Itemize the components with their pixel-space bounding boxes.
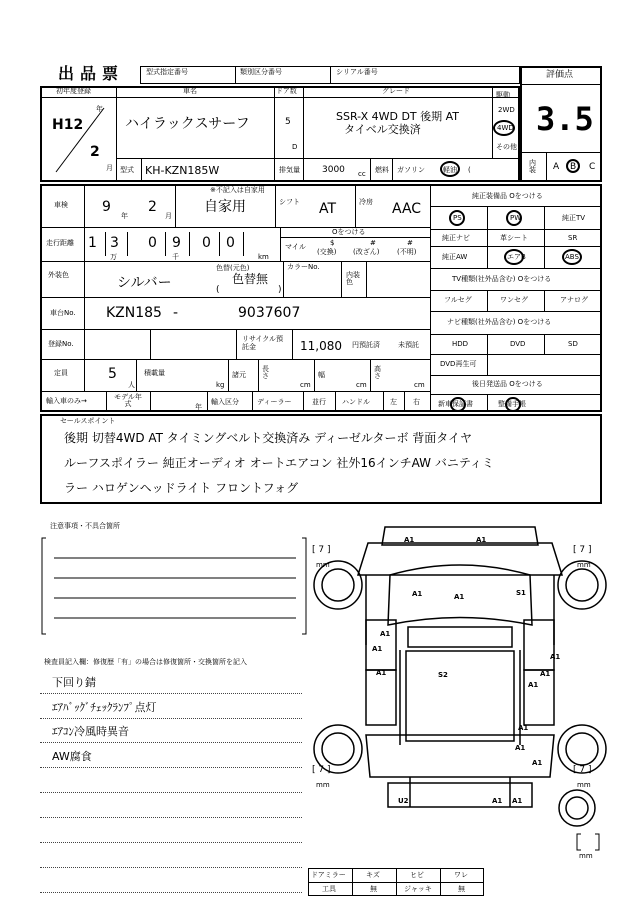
length-label: 長さ [262, 365, 269, 380]
later-label: 後日発送品 Oをつける [472, 380, 543, 388]
fuel-diesel: 軽油 [443, 166, 457, 174]
use-note: ※不記入は自家用 [210, 186, 265, 194]
tv-type-label: TV種類(社外品含む) Oをつける [452, 275, 552, 283]
mileage-sen: 千 [172, 253, 179, 261]
opt-tv: 純正TV [562, 214, 586, 222]
opt-dvd: DVD [510, 340, 526, 348]
damage-mark-12: A1 [528, 681, 539, 689]
mileage-km: km [258, 253, 269, 261]
tire-depth-2: [ 7 ] [573, 545, 592, 555]
mileage-digit-4: 9 [172, 235, 181, 251]
footer-header-3: ヒビ [410, 871, 424, 879]
height-label: 高さ [374, 365, 381, 380]
unknown-mark: # [407, 239, 413, 247]
footer-value-2: 無 [370, 885, 377, 893]
fuel-gasoline: ガソリン [397, 166, 425, 174]
opt-manual: 新車保証書 [438, 400, 473, 408]
doors-label: ドア数 [276, 87, 297, 95]
grade-line1: SSR-X 4WD DT 後期 AT [336, 110, 460, 123]
exterior-color: シルバー [117, 275, 172, 291]
damage-mark-16: U2 [398, 797, 409, 805]
chassis-prefix: KZN185 [106, 305, 162, 321]
tire-depth-3: [ 7 ] [312, 765, 331, 775]
model-year-char: 年 [195, 403, 202, 411]
navi-type-label: ナビ種類(社外品含む) Oをつける [447, 318, 552, 326]
name-label: 車名 [183, 87, 197, 95]
modified-label: (改ざん) [353, 248, 380, 256]
handle-left: 左 [390, 398, 397, 406]
recycle-label: リサイクル預託金 [242, 335, 284, 351]
first-reg-month: 2 [90, 144, 100, 160]
drive-label: 駆動 [496, 91, 510, 99]
drive-2wd: 2WD [498, 106, 515, 114]
grade-line2: タイベル交換済 [344, 123, 421, 136]
opt-dvd-play: DVD再生可 [440, 360, 477, 368]
displacement: 3000 [322, 165, 345, 175]
shift-value: AT [319, 201, 337, 217]
damage-mark-18: A1 [512, 797, 523, 805]
chassis-number: 9037607 [238, 305, 301, 321]
damage-mark-13: A1 [518, 724, 529, 732]
import-parallel: 並行 [312, 398, 326, 406]
sales-line-1: 後期 切替4WD AT タイミングベルト交換済み ディーゼルターボ 背面タイヤ [64, 431, 473, 445]
mileage-man: 万 [110, 253, 117, 261]
opt-fullseg: フルセグ [444, 296, 472, 304]
capacity-label: 定員 [54, 369, 68, 377]
opt-sd: SD [568, 340, 578, 348]
inspection-label: 車検 [54, 201, 68, 209]
opt-navi: 純正ナビ [442, 234, 470, 242]
mileage-digit-2: 3 [110, 235, 119, 251]
fuel-paren: ( [468, 166, 471, 174]
dimension-label: 諸元 [232, 371, 246, 379]
interior-c: C [589, 162, 596, 172]
inspection-year-unit: 年 [121, 212, 128, 220]
genuine-label: 純正装備品 Oをつける [472, 192, 543, 200]
opt-sr: SR [568, 234, 578, 242]
vehicle-use: 自家用 [204, 199, 246, 215]
note-item-4: AW腐食 [52, 750, 92, 763]
footer-value-4: 無 [458, 885, 465, 893]
month-unit: 月 [106, 164, 113, 172]
exterior-color-label: 外装色 [48, 271, 69, 279]
tire-depth-unit-1: mm [316, 561, 330, 569]
mile-label: マイル [285, 243, 306, 251]
opt-leather: 革シート [500, 234, 528, 242]
opt-analog: アナログ [560, 296, 588, 304]
mileage-label: 走行距離 [46, 239, 74, 247]
footer-value-1: 工具 [322, 885, 336, 893]
handle-label: ハンドル [342, 398, 370, 406]
score-value: 3.5 [536, 100, 594, 138]
sales-label: セールスポイント [60, 417, 116, 425]
tire-depth-unit-3: mm [316, 781, 330, 789]
first-reg-label: 初年度登録 [56, 87, 91, 95]
import-label: 輸入車のみ→ [46, 397, 87, 405]
damage-mark-8: A1 [550, 653, 561, 661]
serial-label: シリアル番号 [336, 68, 378, 76]
capacity-value: 5 [108, 366, 117, 382]
opt-abs: ABS [565, 253, 579, 261]
shift-label: シフト [279, 198, 300, 206]
damage-mark-5: S1 [516, 589, 526, 597]
width-label: 幅 [318, 371, 325, 379]
damage-mark-9: A1 [376, 669, 387, 677]
damage-mark-7: A1 [372, 645, 383, 653]
mileage-digit-5: 0 [202, 235, 211, 251]
interior-b: B [570, 162, 577, 172]
caution-bracket [40, 530, 310, 640]
note-item-3: ｴｱｺﾝ冷風時異音 [52, 725, 129, 738]
import-dealer: ディーラー [257, 398, 292, 406]
model-code: KH-KZN185W [145, 164, 220, 177]
mileage-digit-3: 0 [148, 235, 157, 251]
chassis-dash: - [173, 305, 179, 321]
door-count: 5 [285, 117, 291, 127]
color-no-label: カラーNo. [287, 263, 320, 271]
chassis-label: 車台No. [50, 309, 76, 317]
inspection-month-unit: 月 [165, 212, 172, 220]
mileage-digit-6: 0 [226, 235, 235, 251]
damage-mark-4: A1 [454, 593, 465, 601]
first-reg-era: H12 [52, 117, 84, 133]
load-label: 積載量 [144, 369, 165, 377]
grade-label: グレード [382, 87, 410, 95]
drive-4wd: 4WD [497, 124, 514, 132]
displacement-unit: cc [358, 170, 366, 178]
caution-label: 注意事項・不具合箇所 [50, 522, 120, 530]
capacity-unit: 人 [128, 381, 135, 389]
spare-mm: mm [579, 852, 593, 860]
fuel-label: 燃料 [375, 166, 389, 174]
interior-label: 内装 [529, 159, 536, 174]
inspection-year: 9 [102, 199, 111, 215]
door-suffix: D [292, 143, 298, 151]
interior-a: A [553, 162, 560, 172]
reg-no-label: 登録No. [48, 340, 74, 348]
unknown-label: (不明) [397, 248, 417, 256]
swap-mark: $ [330, 239, 335, 247]
opt-hdd: HDD [452, 340, 469, 348]
recycle-amount: 11,080 [300, 339, 342, 353]
color-paren-open: ( [216, 285, 220, 295]
ac-label: 冷房 [359, 198, 373, 206]
footer-header-4: ワレ [454, 871, 468, 879]
opt-pw: PW [510, 214, 522, 222]
damage-mark-15: A1 [532, 759, 543, 767]
recycle-not: 未預託 [398, 341, 419, 349]
first-reg-slash [52, 102, 112, 176]
score-label: 評価点 [546, 70, 574, 80]
color-paren-close: ) [278, 285, 282, 295]
damage-mark-2: A1 [476, 536, 487, 544]
opt-oneseg: ワンセグ [500, 296, 528, 304]
swap-label: (交換) [317, 248, 337, 256]
opt-ps: PS [453, 214, 462, 222]
opt-aw: 純正AW [442, 253, 468, 261]
opt-maintenance: 整備手帳 [498, 400, 526, 408]
damage-mark-6: A1 [380, 630, 391, 638]
displacement-label: 排気量 [279, 166, 300, 174]
height-cm: cm [414, 381, 425, 389]
color-change: 色替無 [232, 272, 269, 286]
model-year-label: モデル年式 [114, 393, 142, 408]
color-change-label: 色替(元色) [216, 264, 250, 272]
import-type-label: 輸入区分 [211, 398, 239, 406]
damage-mark-17: A1 [492, 797, 503, 805]
tire-depth-4: [ 7 ] [573, 765, 592, 775]
length-cm: cm [300, 381, 311, 389]
model-label: 型式 [120, 166, 134, 174]
footer-value-3: ジャッキ [404, 885, 432, 893]
note-item-2: ｴｱﾊﾞｯｸﾞﾁｪｯｸﾗﾝﾌﾟ点灯 [52, 701, 157, 714]
form-title: 出品票 [58, 64, 125, 83]
footer-header-2: キズ [366, 871, 380, 879]
sales-line-2: ルーフスポイラー 純正オーディオ オートエアコン 社外16インチAW バニティミ [64, 456, 494, 470]
mark-note: Oをつける [332, 228, 366, 236]
recycle-unit: 円預託済 [352, 341, 380, 349]
footer-header-1: ドアミラー [311, 871, 346, 879]
width-cm: cm [356, 381, 367, 389]
drive-other: その他 [496, 143, 517, 151]
damage-mark-1: A1 [404, 536, 415, 544]
opt-air: エアB [507, 253, 526, 261]
spare-tire [557, 788, 597, 828]
spare-bracket [575, 832, 601, 852]
damage-mark-14: A1 [515, 744, 526, 752]
car-damage-diagram [310, 515, 610, 815]
year-unit: 年 [96, 105, 103, 113]
tire-depth-1: [ 7 ] [312, 545, 331, 555]
tire-depth-unit-2: mm [577, 561, 591, 569]
model-cert-label: 型式指定番号 [146, 68, 188, 76]
damage-mark-10: S2 [438, 671, 448, 679]
car-name: ハイラックスサーフ [125, 116, 250, 132]
tire-depth-unit-4: mm [577, 781, 591, 789]
mileage-digit-1: 1 [88, 235, 97, 251]
damage-mark-3: A1 [412, 590, 423, 598]
interior-color-label: 内装色 [346, 271, 360, 286]
inspection-month: 2 [148, 199, 157, 215]
handle-right: 右 [413, 398, 420, 406]
note-item-1: 下回り錆 [52, 676, 96, 689]
sales-line-3: ラー ハロゲンヘッドライト フロントフォグ [64, 481, 299, 495]
ac-value: AAC [392, 201, 422, 217]
damage-mark-11: A1 [540, 670, 551, 678]
category-label: 類別区分番号 [240, 68, 282, 76]
modified-mark: # [370, 239, 376, 247]
inspector-label: 検査員記入欄：修復歴「有」の場合は修復箇所・交換箇所を記入 [44, 658, 247, 666]
load-kg: kg [216, 381, 225, 389]
